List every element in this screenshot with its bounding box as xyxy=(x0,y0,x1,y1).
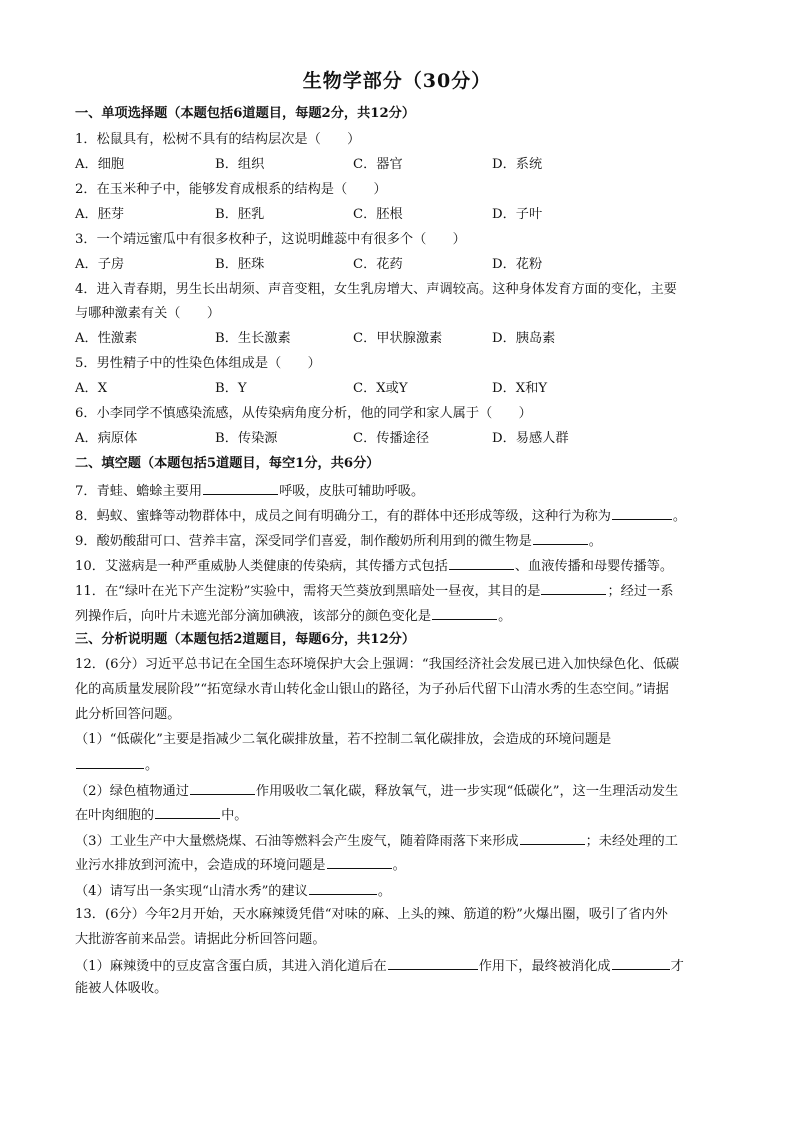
option-c: C．甲状腺激素 xyxy=(353,331,443,346)
q12-part-1-answer xyxy=(75,755,158,775)
question-5-stem: 5．男性精子中的性染色体组成是（ ） xyxy=(75,356,321,371)
answer-blank xyxy=(388,956,478,970)
q12-part-2-line-2 xyxy=(75,805,248,825)
answer-blank xyxy=(309,881,377,895)
question-10 xyxy=(75,556,673,576)
q9-text-a: 9．酸奶酸甜可口、营养丰富，深受同学们喜爱，制作酸奶所利用到的微生物是 xyxy=(75,534,532,549)
option-b: B．胚乳 xyxy=(215,207,265,222)
answer-blank xyxy=(76,755,144,769)
q12-p3-text-b: ；未经处理的工 xyxy=(585,834,678,849)
option-a: A．子房 xyxy=(75,257,125,272)
q11-text-c: 列操作后，向叶片未遮光部分滴加碘液，该部分的颜色变化是 xyxy=(75,609,432,624)
answer-blank xyxy=(327,855,392,869)
answer-blank xyxy=(190,781,255,795)
q12-part-3-line-1 xyxy=(75,831,678,851)
answer-blank xyxy=(533,531,588,545)
answer-blank xyxy=(612,506,672,520)
answer-blank xyxy=(520,831,585,845)
q12-p3-text-d: 。 xyxy=(392,858,406,873)
question-11-line-2 xyxy=(75,606,511,626)
section-heading-fill-blank: 二、填空题（本题包括5道题目，每空1分，共6分） xyxy=(75,456,380,471)
answer-blank xyxy=(432,606,497,620)
q12-part-2-line-1 xyxy=(75,781,678,801)
option-d: D．子叶 xyxy=(492,207,543,222)
question-2-stem: 2．在玉米种子中，能够发育成根系的结构是（ ） xyxy=(75,182,387,197)
question-13-line-2: 大批游客前来品尝。请据此分析回答问题。 xyxy=(75,932,326,947)
option-d: D．系统 xyxy=(492,157,543,172)
question-7 xyxy=(75,481,424,501)
question-9 xyxy=(75,531,602,551)
question-11-line-1 xyxy=(75,581,673,601)
question-12-line-3: 此分析回答问题。 xyxy=(75,707,181,722)
option-b: B．胚珠 xyxy=(215,257,265,272)
section-heading-single-choice: 一、单项选择题（本题包括6道题目，每题2分，共12分） xyxy=(75,106,416,121)
question-13-line-1: 13．(6分）今年2月开始，天水麻辣烫凭借“对味的麻、上头的辣、筋道的粉”火爆出圈，吸引了省内外 xyxy=(75,907,668,922)
option-d: D．胰岛素 xyxy=(492,331,556,346)
q10-text-b: 、血液传播和母婴传播等。 xyxy=(514,559,674,574)
q8-text-a: 8．蚂蚁、蜜蜂等动物群体中，成员之间有明确分工，有的群体中还形成等级，这种行为称为 xyxy=(75,509,611,524)
q13-p1-text-c: 才 xyxy=(670,959,684,974)
q12-part-1-end: 。 xyxy=(145,758,159,773)
question-12-line-2: 化的高质量发展阶段”“拓宽绿水青山转化金山银山的路径，为子孙后代留下山清水秀的生态空间。”请据 xyxy=(75,682,669,697)
q9-text-b: 。 xyxy=(588,534,602,549)
q12-p4-text-a: （4）请写出一条实现“山清水秀”的建议 xyxy=(75,884,308,899)
q13-p1-text-b: 作用下，最终被消化成 xyxy=(478,959,611,974)
q8-text-b: 。 xyxy=(672,509,687,524)
option-d: D．花粉 xyxy=(492,257,543,272)
option-a: A．病原体 xyxy=(75,431,138,446)
option-d: D．易感人群 xyxy=(492,431,569,446)
question-3-stem: 3．一个靖远蜜瓜中有很多枚种子，这说明雌蕊中有很多个（ ） xyxy=(75,232,466,247)
option-a: A．性激素 xyxy=(75,331,138,346)
answer-blank xyxy=(449,556,514,570)
question-1-stem: 1．松鼠具有，松树不具有的结构层次是（ ） xyxy=(75,132,361,147)
q12-part-4 xyxy=(75,881,391,901)
option-c: C．器官 xyxy=(353,157,403,172)
q12-p2-text-b: 作用吸收二氧化碳，释放氧气，进一步实现“低碳化”，这一生理活动发生 xyxy=(255,784,679,799)
option-b: B．生长激素 xyxy=(215,331,291,346)
option-c: C．花药 xyxy=(353,257,403,272)
option-a: A．细胞 xyxy=(75,157,125,172)
question-4-stem-line-2: 与哪种激素有关（ ） xyxy=(75,306,221,321)
answer-blank xyxy=(612,956,670,970)
option-b: B．传染源 xyxy=(215,431,278,446)
q12-part-1: （1）“低碳化”主要是指减少二氧化碳排放量，若不控制二氧化碳排放，会造成的环境问题是 xyxy=(75,732,612,747)
q13-part-1-line-2: 能被人体吸收。 xyxy=(75,981,168,996)
question-12-line-1: 12．(6分）习近平总书记在全国生态环境保护大会上强调：“我国经济社会发展已进入加快绿色化、低碳 xyxy=(75,657,680,672)
q12-p2-text-d: 中。 xyxy=(221,808,248,823)
question-4-stem-line-1: 4．进入青春期，男生长出胡须、声音变粗，女生乳房增大、声调较高。这种身体发育方面的变化，主要 xyxy=(75,282,677,297)
q12-p3-text-c: 业污水排放到河流中，会造成的环境问题是 xyxy=(75,858,326,873)
answer-blank xyxy=(541,581,606,595)
option-b: B．组织 xyxy=(215,157,265,172)
question-6-stem: 6．小李同学不慎感染流感，从传染病角度分析，他的同学和家人属于（ ） xyxy=(75,406,532,421)
q12-part-3-line-2 xyxy=(75,855,406,875)
q12-p2-text-c: 在叶肉细胞的 xyxy=(75,808,155,823)
option-c: C．X或Y xyxy=(353,381,408,396)
q11-text-a: 11．在“绿叶在光下产生淀粉”实验中，需将天竺葵放到黑暗处一昼夜，其目的是 xyxy=(75,584,541,599)
q11-text-b: ；经过一系 xyxy=(607,584,674,599)
answer-blank xyxy=(155,805,220,819)
option-b: B．Y xyxy=(215,381,247,396)
q13-part-1-line-1 xyxy=(75,956,684,976)
option-c: C．传播途径 xyxy=(353,431,430,446)
page-title: 生物学部分（30分） xyxy=(302,70,492,92)
q11-text-d: 。 xyxy=(498,609,512,624)
option-a: A．X xyxy=(75,381,108,396)
q10-text-a: 10．艾滋病是一种严重威胁人类健康的传染病，其传播方式包括 xyxy=(75,559,448,574)
answer-blank xyxy=(203,481,278,495)
q7-text-b: 呼吸，皮肤可辅助呼吸。 xyxy=(279,484,425,499)
option-c: C．胚根 xyxy=(353,207,403,222)
question-8 xyxy=(75,506,686,526)
q12-p2-text-a: （2）绿色植物通过 xyxy=(75,784,189,799)
q12-p4-text-b: 。 xyxy=(377,884,392,899)
option-a: A．胚芽 xyxy=(75,207,125,222)
q12-p3-text-a: （3）工业生产中大量燃烧煤、石油等燃料会产生废气，随着降雨落下来形成 xyxy=(75,834,519,849)
q13-p1-text-a: （1）麻辣烫中的豆皮富含蛋白质，其进入消化道后在 xyxy=(75,959,387,974)
section-heading-analysis: 三、分析说明题（本题包括2道题目，每题6分，共12分） xyxy=(75,632,416,647)
option-d: D．X和Y xyxy=(492,381,548,396)
q7-text-a: 7．青蛙、蟾蜍主要用 xyxy=(75,484,203,499)
